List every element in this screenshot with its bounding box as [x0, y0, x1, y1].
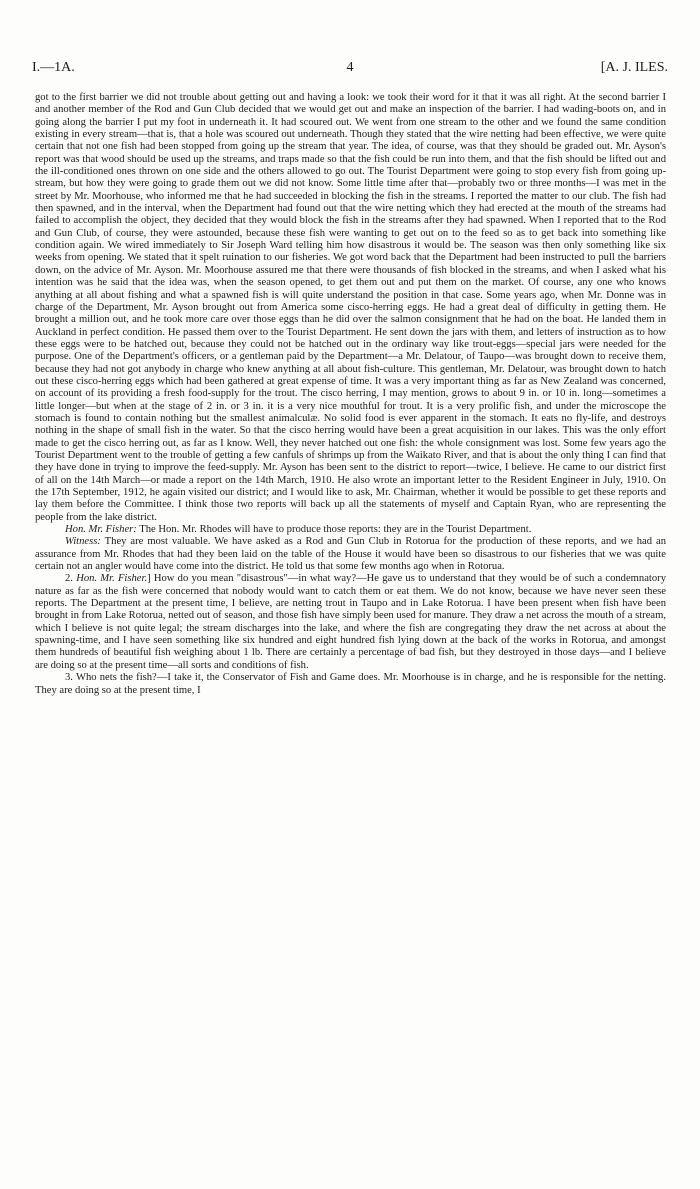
- paragraph-2: [35, 524, 666, 536]
- paragraph-5: [35, 672, 666, 697]
- page-number: 4: [346, 60, 354, 75]
- paragraph-text: Who nets the fish?—I take it, the Conservator of Fish and Game does. Mr. Moorhouse is in charge, and he is responsible for the netting. They are doing so at the present time, I: [35, 672, 666, 696]
- paper-reference: I.—1A.: [32, 60, 75, 75]
- speaker-label: Hon. Mr. Fisher.: [76, 573, 148, 585]
- paragraph-4: [35, 573, 666, 672]
- page-body: [35, 92, 666, 697]
- paragraph-text: got to the first barrier we did not trouble about getting out and having a look: we took their word for it that it was all right. At the second barrier I and another member of the Rod and Gun Club decided that we would get out and make an inspection of the barrier. I had wading-boots on, and in going along the barrier I put my foot in underneath it. It had scoured out. We went from one stream to the other and we found the same condition existing in every stream—that is, that a hole was scoured out underneath. Though they stated that the wire netting had been effective, we were quite certain that not one fish had been stopped from going up the stream that year. The idea, of course, was that they should be graded out. Mr. Ayson's report was that wood should be used up the streams, and traps made so that the fish could be run into them, and that the fish should be lifted out and the ill-conditioned ones thrown on one side and the others allowed to go out. The Tourist Department were going to stop every fish from going up-stream, but how they were going to grade them out we did not know. Some little time after that—probably two or three months—I was met in the street by Mr. Moorhouse, who informed me that he had succeeded in blocking the fish in the streams. I reported the matter to our club. The fish had then spawned, and in the interval, when the Department had found out that the wire netting which they had erected at the mouth of the streams had failed to accomplish the object, they decided that they would block the fish in the streams after they had spawned. When I reported that to the Rod and Gun Club, of course, they were astounded, because these fish were wanting to get out on to the feed so as to get back into something like condition again. We wired immediately to Sir Joseph Ward telling him how disastrous it would be. The season was then only something like six weeks from opening. We stated that it spelt ruination to our fisheries. We got word back that the Department had been instructed to pull the barriers down, on the advice of Mr. Ayson. Mr. Moorhouse assured me that there were thousands of fish blocked in the streams, and when I asked what his intention was he said that the idea was, when the season opened, to get them out and put them on the market. Of course, any one who knows anything at all about fishing and what a spawned fish is will quite understand the position in that case. Some years ago, when Mr. Donne was in charge of the Department, Mr. Ayson brought out from America some cisco-herring eggs. He had a great deal of difficulty in getting them. He brought a million out, and he took more care over those eggs than he did over the salmon consignment that he had on the boat. He landed them in Auckland in perfect condition. He passed them over to the Tourist Department. He sent down the jars with them, and letters of instruction as to how these eggs were to be hatched out, because they could not be hatched out in the ordinary way like trout-eggs—special jars were needed for the purpose. One of the Department's officers, or a gentleman paid by the Department—a Mr. Delatour, of Taupo—was brought down to receive them, because they had not got anybody in charge who knew anything at all about fish-culture. This gentleman, Mr. Delatour, was brought down to hatch out these cisco-herring eggs which had been gathered at great expense of time. It was a very important thing as far as New Zealand was concerned, on account of its providing a fresh food-supply for the trout. The cisco herring, I may mention, grows to about 9 in. or 10 in. long—sometimes a little longer—but when at the stage of 2 in. or 3 in. it is a very nice mouthful for trout. It is a very prolific fish, and under the microscope the stomach is found to contain nothing but the smallest animalculæ. No solid food is ever apparent in the stomach. It eats no fly-life, and destroys nothing in the shape of small fish in the water. So that the cisco herring would have been a great acquisition in our lakes. This was the only effort made to get the cisco herring out, as far as I know. Well, they never hatched out one fish: the whole consignment was lost. Some few years ago the Tourist Department went to the trouble of getting a few canfuls of shrimps up from the Waikato River, and that is about the only thing I can find that they have done in trying to improve the feed-supply. Mr. Ayson has been sent to the district to report—twice, I believe. He came to our district first of all on the 14th March—or made a report on the 14th March, 1910. He also wrote an important letter to the Resident Engineer in July, 1910. On the 17th September, 1912, he again visited our district; and I would like to ask, Mr. Chairman, whether it would be possible to get these reports and lay them before the Committee. I think those two reports will back up all the statements of myself and Captain Ryan, who are representing the people from the lake district.: [35, 92, 666, 523]
- paragraph-1: [35, 92, 666, 524]
- page-header: [32, 60, 668, 80]
- speaker-label: Hon. Mr. Fisher:: [65, 524, 137, 536]
- witness-name: [A. J. ILES.: [600, 60, 668, 75]
- paragraph-text: They are most valuable. We have asked as a Rod and Gun Club in Rotorua for the production of these reports, and we had an assurance from Mr. Rhodes that had they been laid on the table of the House it would have been so disastrous to our fisheries that we was quite certain not an angler would have come into the district. He told us that some few months ago when in Rotorua.: [35, 536, 666, 573]
- paragraph-3: [35, 536, 666, 573]
- question-number: 2.: [65, 573, 73, 585]
- paragraph-text: The Hon. Mr. Rhodes will have to produce those reports: they are in the Tourist Department.: [136, 524, 532, 536]
- paragraph-text: ] How do you mean "disastrous"—in what way?—He gave us to understand that they would be of such a condemnatory nature as far as the fish were concerned that nobody would want to catch them or eat them. We do not know, because we have never seen these reports. The Department at the present time, I believe, are netting trout in Taupo and in Lake Rotorua. I have been present when fish have been brought in from Lake Rotorua, netted out of season, and those fish have simply been used for manure. They draw a net across the mouth of a stream, which I believe is not quite legal; the stream discharges into the lake, and where the fish are congregating they draw the net across at about the spawning-time, and I have seen something like six hundred and eight hundred fish lying down at the back of the works in Rotorua, and amongst them hundreds of beautiful fish weighing about 1 lb. There are certainly a percentage of bad fish, but they destroyed in those days—and I believe are doing so at the present time—all sorts and conditions of fish.: [35, 573, 666, 671]
- question-number: 3.: [65, 672, 73, 684]
- speaker-label: Witness:: [65, 536, 101, 548]
